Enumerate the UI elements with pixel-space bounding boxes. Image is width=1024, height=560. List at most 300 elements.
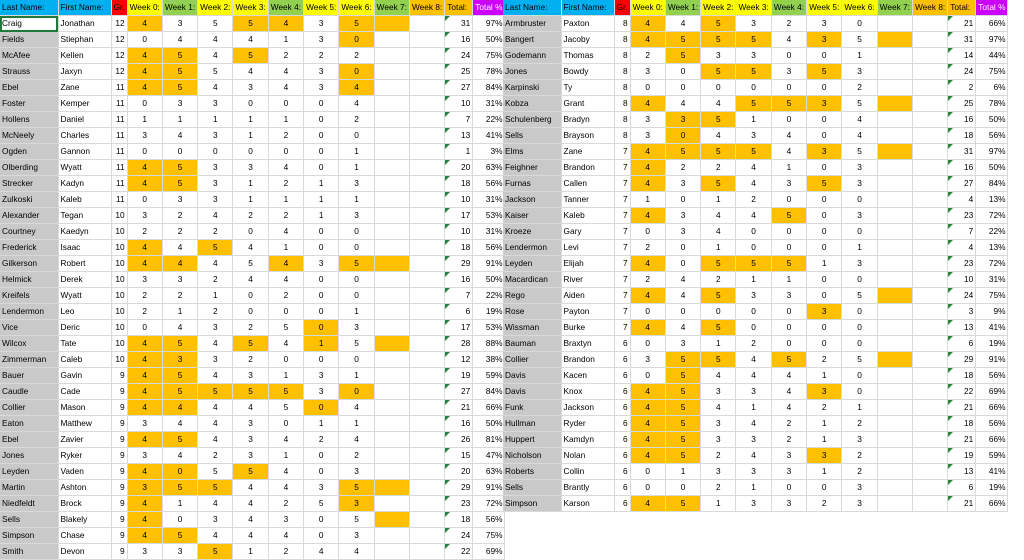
first-name-cell[interactable]: Tegan [58, 208, 111, 224]
total-cell[interactable]: 3 [948, 304, 976, 320]
grade-cell[interactable]: 10 [111, 288, 127, 304]
total-cell[interactable]: 17 [445, 208, 473, 224]
first-name-cell[interactable]: Brock [58, 496, 111, 512]
week-7-cell[interactable] [877, 48, 912, 64]
total-percent-cell[interactable]: 13% [976, 192, 1008, 208]
week-8-cell[interactable] [409, 208, 444, 224]
grade-cell[interactable]: 12 [111, 16, 127, 32]
first-name-cell[interactable]: Ty [561, 80, 614, 96]
total-cell[interactable]: 2 [948, 80, 976, 96]
week-4-cell[interactable]: 5 [771, 96, 806, 112]
week-8-cell[interactable] [409, 160, 444, 176]
week-4-cell[interactable]: 0 [771, 112, 806, 128]
week-5-cell[interactable]: 0 [807, 160, 842, 176]
week-2-cell[interactable]: 3 [198, 128, 233, 144]
first-name-cell[interactable]: Mason [58, 400, 111, 416]
total-cell[interactable]: 21 [948, 400, 976, 416]
week-4-cell[interactable]: 2 [268, 128, 303, 144]
total-percent-cell[interactable]: 22% [976, 224, 1008, 240]
first-name-cell[interactable]: Brantly [561, 480, 614, 496]
week-1-cell[interactable]: 5 [665, 144, 700, 160]
total-cell[interactable]: 6 [948, 336, 976, 352]
first-name-cell[interactable]: Daniel [58, 112, 111, 128]
first-name-cell[interactable]: Grant [561, 96, 614, 112]
grade-cell[interactable]: 8 [614, 96, 630, 112]
week-8-cell[interactable] [912, 96, 947, 112]
week-0-cell[interactable]: 3 [127, 480, 162, 496]
total-percent-cell[interactable]: 75% [473, 48, 505, 64]
week-8-cell[interactable] [409, 480, 444, 496]
first-name-cell[interactable]: Charles [58, 128, 111, 144]
week-1-cell[interactable]: 3 [665, 208, 700, 224]
week-2-cell[interactable]: 0 [198, 144, 233, 160]
week-8-cell[interactable] [409, 112, 444, 128]
week-1-cell[interactable]: 2 [162, 224, 197, 240]
week-1-cell[interactable]: 5 [665, 368, 700, 384]
total-cell[interactable]: 16 [948, 160, 976, 176]
week-6-cell[interactable]: 1 [842, 240, 877, 256]
week-8-cell[interactable] [912, 320, 947, 336]
week-2-cell[interactable]: 5 [701, 32, 736, 48]
week-8-cell[interactable] [912, 240, 947, 256]
grade-cell[interactable]: 11 [111, 128, 127, 144]
week-8-cell[interactable] [912, 64, 947, 80]
total-percent-cell[interactable]: 44% [976, 48, 1008, 64]
week-2-cell[interactable]: 4 [701, 208, 736, 224]
week-7-cell[interactable] [374, 320, 409, 336]
week-2-cell[interactable]: 2 [198, 304, 233, 320]
total-cell[interactable]: 6 [948, 480, 976, 496]
last-name-cell[interactable]: Frederick [0, 240, 58, 256]
grade-cell[interactable]: 10 [111, 352, 127, 368]
total-percent-cell[interactable]: 56% [473, 176, 505, 192]
header-first-name[interactable]: First Name: [58, 0, 111, 16]
total-cell[interactable]: 15 [445, 448, 473, 464]
first-name-cell[interactable]: Jonathan [58, 16, 111, 32]
week-6-cell[interactable]: 0 [842, 320, 877, 336]
week-5-cell[interactable]: 0 [304, 160, 339, 176]
week-5-cell[interactable]: 0 [304, 464, 339, 480]
week-4-cell[interactable]: 5 [771, 256, 806, 272]
week-6-cell[interactable]: 3 [339, 208, 374, 224]
header-total[interactable]: Total: [445, 0, 473, 16]
week-5-cell[interactable]: 0 [304, 128, 339, 144]
week-3-cell[interactable]: 4 [233, 272, 268, 288]
last-name-cell[interactable]: Lendermon [503, 240, 561, 256]
week-5-cell[interactable]: 2 [304, 48, 339, 64]
total-percent-cell[interactable]: 63% [473, 464, 505, 480]
week-6-cell[interactable]: 5 [842, 96, 877, 112]
week-0-cell[interactable]: 3 [127, 128, 162, 144]
total-percent-cell[interactable]: 81% [473, 432, 505, 448]
last-name-cell[interactable]: Courtney [0, 224, 58, 240]
total-cell[interactable]: 27 [948, 176, 976, 192]
week-4-cell[interactable]: 2 [268, 176, 303, 192]
last-name-cell[interactable]: Zulkoski [0, 192, 58, 208]
week-2-cell[interactable]: 0 [701, 80, 736, 96]
week-1-cell[interactable]: 0 [665, 480, 700, 496]
last-name-cell[interactable]: Karpinski [503, 80, 561, 96]
week-7-cell[interactable] [374, 400, 409, 416]
total-cell[interactable]: 25 [948, 96, 976, 112]
week-3-cell[interactable]: 0 [736, 320, 771, 336]
week-6-cell[interactable]: 0 [842, 304, 877, 320]
last-name-cell[interactable]: Godemann [503, 48, 561, 64]
header-week-2[interactable]: Week 2: [198, 0, 233, 16]
total-cell[interactable]: 1 [445, 144, 473, 160]
week-7-cell[interactable] [877, 176, 912, 192]
week-3-cell[interactable]: 0 [736, 304, 771, 320]
total-percent-cell[interactable]: 47% [473, 448, 505, 464]
week-1-cell[interactable]: 4 [162, 416, 197, 432]
first-name-cell[interactable]: Ryker [58, 448, 111, 464]
last-name-cell[interactable]: Wissman [503, 320, 561, 336]
total-percent-cell[interactable]: 91% [473, 256, 505, 272]
week-6-cell[interactable]: 1 [339, 192, 374, 208]
total-cell[interactable]: 29 [948, 352, 976, 368]
first-name-cell[interactable]: Karson [561, 496, 614, 512]
week-2-cell[interactable]: 2 [701, 480, 736, 496]
total-cell[interactable]: 31 [948, 144, 976, 160]
total-cell[interactable]: 18 [948, 416, 976, 432]
week-4-cell[interactable]: 2 [268, 288, 303, 304]
first-name-cell[interactable]: Kellen [58, 48, 111, 64]
week-6-cell[interactable]: 0 [339, 224, 374, 240]
week-2-cell[interactable]: 5 [198, 544, 233, 560]
first-name-cell[interactable]: Burke [561, 320, 614, 336]
week-7-cell[interactable] [374, 256, 409, 272]
total-percent-cell[interactable]: 66% [473, 400, 505, 416]
week-3-cell[interactable]: 3 [736, 384, 771, 400]
total-cell[interactable]: 26 [445, 432, 473, 448]
last-name-cell[interactable]: Martin [0, 480, 58, 496]
week-5-cell[interactable]: 0 [304, 528, 339, 544]
week-1-cell[interactable]: 5 [665, 384, 700, 400]
grade-cell[interactable]: 6 [614, 496, 630, 512]
header-last-name[interactable]: Last Name: [503, 0, 561, 16]
total-cell[interactable]: 12 [445, 352, 473, 368]
week-1-cell[interactable]: 5 [665, 416, 700, 432]
total-percent-cell[interactable]: 56% [976, 128, 1008, 144]
week-6-cell[interactable]: 5 [842, 288, 877, 304]
week-6-cell[interactable]: 2 [842, 448, 877, 464]
week-3-cell[interactable]: 0 [233, 288, 268, 304]
week-8-cell[interactable] [409, 32, 444, 48]
week-2-cell[interactable]: 3 [701, 416, 736, 432]
week-1-cell[interactable]: 3 [162, 16, 197, 32]
grade-cell[interactable]: 6 [614, 448, 630, 464]
week-7-cell[interactable] [374, 544, 409, 560]
week-6-cell[interactable]: 5 [339, 512, 374, 528]
week-5-cell[interactable]: 0 [304, 304, 339, 320]
first-name-cell[interactable]: Matthew [58, 416, 111, 432]
week-0-cell[interactable]: 0 [127, 192, 162, 208]
first-name-cell[interactable]: Knox [561, 384, 614, 400]
grade-cell[interactable]: 12 [111, 48, 127, 64]
week-8-cell[interactable] [409, 544, 444, 560]
week-8-cell[interactable] [912, 160, 947, 176]
grade-cell[interactable]: 11 [111, 80, 127, 96]
week-4-cell[interactable]: 0 [771, 480, 806, 496]
grade-cell[interactable]: 11 [111, 176, 127, 192]
week-8-cell[interactable] [912, 144, 947, 160]
week-4-cell[interactable]: 4 [268, 16, 303, 32]
week-5-cell[interactable]: 3 [807, 32, 842, 48]
week-5-cell[interactable]: 1 [807, 416, 842, 432]
week-8-cell[interactable] [409, 368, 444, 384]
week-2-cell[interactable]: 2 [701, 160, 736, 176]
week-0-cell[interactable]: 2 [630, 48, 665, 64]
week-4-cell[interactable]: 3 [771, 464, 806, 480]
last-name-cell[interactable]: Ebel [0, 80, 58, 96]
week-8-cell[interactable] [409, 176, 444, 192]
week-1-cell[interactable]: 5 [162, 528, 197, 544]
week-4-cell[interactable]: 4 [268, 256, 303, 272]
week-3-cell[interactable]: 5 [233, 464, 268, 480]
week-3-cell[interactable]: 1 [736, 112, 771, 128]
week-3-cell[interactable]: 4 [233, 496, 268, 512]
week-8-cell[interactable] [409, 416, 444, 432]
week-0-cell[interactable]: 4 [127, 528, 162, 544]
week-5-cell[interactable]: 0 [807, 48, 842, 64]
last-name-cell[interactable]: Kroeze [503, 224, 561, 240]
week-1-cell[interactable]: 0 [162, 144, 197, 160]
week-6-cell[interactable]: 3 [339, 320, 374, 336]
week-0-cell[interactable]: 0 [127, 144, 162, 160]
week-0-cell[interactable]: 4 [127, 464, 162, 480]
week-6-cell[interactable]: 5 [842, 32, 877, 48]
week-1-cell[interactable]: 3 [162, 192, 197, 208]
week-8-cell[interactable] [409, 512, 444, 528]
grade-cell[interactable]: 12 [111, 64, 127, 80]
week-3-cell[interactable]: 4 [736, 352, 771, 368]
grade-cell[interactable]: 6 [614, 384, 630, 400]
week-5-cell[interactable]: 0 [304, 320, 339, 336]
week-7-cell[interactable] [877, 416, 912, 432]
week-6-cell[interactable]: 3 [842, 256, 877, 272]
week-7-cell[interactable] [877, 336, 912, 352]
week-6-cell[interactable]: 0 [339, 64, 374, 80]
week-6-cell[interactable]: 1 [339, 304, 374, 320]
week-3-cell[interactable]: 5 [233, 336, 268, 352]
week-6-cell[interactable]: 0 [339, 128, 374, 144]
week-4-cell[interactable]: 4 [771, 144, 806, 160]
week-0-cell[interactable]: 4 [630, 320, 665, 336]
week-4-cell[interactable]: 2 [268, 544, 303, 560]
total-cell[interactable]: 19 [948, 448, 976, 464]
week-5-cell[interactable]: 0 [807, 336, 842, 352]
week-0-cell[interactable]: 3 [630, 128, 665, 144]
week-5-cell[interactable]: 1 [304, 208, 339, 224]
first-name-cell[interactable]: Gavin [58, 368, 111, 384]
week-7-cell[interactable] [877, 288, 912, 304]
total-cell[interactable]: 13 [948, 320, 976, 336]
week-7-cell[interactable] [374, 96, 409, 112]
week-5-cell[interactable]: 1 [304, 176, 339, 192]
week-0-cell[interactable]: 0 [630, 480, 665, 496]
total-percent-cell[interactable]: 66% [976, 432, 1008, 448]
total-percent-cell[interactable]: 75% [473, 528, 505, 544]
grade-cell[interactable]: 9 [111, 464, 127, 480]
week-1-cell[interactable]: 3 [665, 224, 700, 240]
total-percent-cell[interactable]: 66% [976, 400, 1008, 416]
week-8-cell[interactable] [409, 384, 444, 400]
week-6-cell[interactable]: 3 [842, 496, 877, 512]
week-7-cell[interactable] [877, 352, 912, 368]
last-name-cell[interactable]: Armbruster [503, 16, 561, 32]
total-cell[interactable]: 13 [948, 464, 976, 480]
week-6-cell[interactable]: 5 [842, 352, 877, 368]
last-name-cell[interactable]: Jones [0, 448, 58, 464]
week-6-cell[interactable]: 3 [339, 528, 374, 544]
week-8-cell[interactable] [912, 336, 947, 352]
week-6-cell[interactable]: 1 [842, 48, 877, 64]
total-percent-cell[interactable]: 78% [976, 96, 1008, 112]
week-4-cell[interactable]: 0 [771, 80, 806, 96]
week-1-cell[interactable]: 5 [162, 480, 197, 496]
week-1-cell[interactable]: 5 [162, 384, 197, 400]
week-8-cell[interactable] [912, 464, 947, 480]
week-7-cell[interactable] [374, 144, 409, 160]
total-cell[interactable]: 10 [948, 272, 976, 288]
week-0-cell[interactable]: 3 [127, 208, 162, 224]
week-3-cell[interactable]: 1 [233, 192, 268, 208]
week-6-cell[interactable]: 0 [339, 32, 374, 48]
week-0-cell[interactable]: 4 [630, 208, 665, 224]
header-week-4[interactable]: Week 4: [771, 0, 806, 16]
total-cell[interactable]: 10 [445, 192, 473, 208]
week-1-cell[interactable]: 4 [665, 16, 700, 32]
week-3-cell[interactable]: 0 [233, 304, 268, 320]
grade-cell[interactable]: 9 [111, 400, 127, 416]
week-6-cell[interactable]: 3 [339, 464, 374, 480]
header-week-1[interactable]: Week 1: [162, 0, 197, 16]
week-1-cell[interactable]: 1 [162, 304, 197, 320]
total-cell[interactable]: 21 [948, 496, 976, 512]
header-week-7[interactable]: Week 7: [374, 0, 409, 16]
total-cell[interactable]: 18 [948, 128, 976, 144]
week-4-cell[interactable]: 0 [268, 304, 303, 320]
week-4-cell[interactable]: 1 [268, 240, 303, 256]
week-3-cell[interactable]: 1 [736, 272, 771, 288]
grade-cell[interactable]: 9 [111, 496, 127, 512]
grade-cell[interactable]: 6 [614, 368, 630, 384]
week-3-cell[interactable]: 3 [736, 464, 771, 480]
week-1-cell[interactable]: 4 [162, 240, 197, 256]
week-8-cell[interactable] [912, 256, 947, 272]
week-0-cell[interactable]: 3 [630, 112, 665, 128]
week-4-cell[interactable]: 3 [771, 496, 806, 512]
first-name-cell[interactable]: Wyatt [58, 288, 111, 304]
week-0-cell[interactable]: 4 [127, 352, 162, 368]
week-7-cell[interactable] [877, 16, 912, 32]
week-4-cell[interactable]: 4 [268, 480, 303, 496]
week-8-cell[interactable] [912, 112, 947, 128]
week-4-cell[interactable]: 2 [268, 496, 303, 512]
week-7-cell[interactable] [374, 352, 409, 368]
total-cell[interactable]: 23 [948, 208, 976, 224]
week-6-cell[interactable]: 1 [842, 400, 877, 416]
week-2-cell[interactable]: 5 [701, 112, 736, 128]
week-5-cell[interactable]: 0 [304, 96, 339, 112]
week-4-cell[interactable]: 0 [771, 304, 806, 320]
week-4-cell[interactable]: 5 [771, 352, 806, 368]
total-percent-cell[interactable]: 53% [473, 320, 505, 336]
week-5-cell[interactable]: 2 [807, 496, 842, 512]
week-4-cell[interactable]: 1 [268, 368, 303, 384]
week-2-cell[interactable]: 3 [198, 160, 233, 176]
week-1-cell[interactable]: 5 [665, 32, 700, 48]
week-4-cell[interactable]: 0 [268, 352, 303, 368]
total-cell[interactable]: 23 [445, 496, 473, 512]
week-2-cell[interactable]: 4 [701, 368, 736, 384]
last-name-cell[interactable]: Caudle [0, 384, 58, 400]
week-7-cell[interactable] [877, 272, 912, 288]
week-0-cell[interactable]: 4 [630, 400, 665, 416]
week-4-cell[interactable]: 4 [771, 32, 806, 48]
week-3-cell[interactable]: 4 [736, 368, 771, 384]
total-percent-cell[interactable]: 56% [473, 512, 505, 528]
grade-cell[interactable]: 7 [614, 176, 630, 192]
week-3-cell[interactable]: 3 [736, 128, 771, 144]
last-name-cell[interactable]: Sells [503, 128, 561, 144]
grade-cell[interactable]: 8 [614, 16, 630, 32]
total-cell[interactable]: 27 [445, 384, 473, 400]
header-total[interactable]: Total: [948, 0, 976, 16]
first-name-cell[interactable]: Bradyn [561, 112, 614, 128]
grade-cell[interactable]: 9 [111, 544, 127, 560]
week-0-cell[interactable]: 4 [630, 96, 665, 112]
week-8-cell[interactable] [409, 16, 444, 32]
last-name-cell[interactable]: Bangert [503, 32, 561, 48]
total-cell[interactable]: 10 [445, 224, 473, 240]
week-4-cell[interactable]: 0 [268, 144, 303, 160]
week-0-cell[interactable]: 0 [127, 320, 162, 336]
week-1-cell[interactable]: 5 [162, 160, 197, 176]
week-5-cell[interactable]: 0 [807, 288, 842, 304]
total-cell[interactable]: 24 [445, 528, 473, 544]
total-cell[interactable]: 29 [445, 480, 473, 496]
grade-cell[interactable]: 7 [614, 240, 630, 256]
week-6-cell[interactable]: 2 [339, 448, 374, 464]
week-4-cell[interactable]: 1 [268, 112, 303, 128]
week-3-cell[interactable]: 1 [736, 480, 771, 496]
week-7-cell[interactable] [374, 224, 409, 240]
week-8-cell[interactable] [409, 80, 444, 96]
week-5-cell[interactable]: 0 [304, 224, 339, 240]
header-week-8[interactable]: Week 8: [409, 0, 444, 16]
grade-cell[interactable]: 10 [111, 240, 127, 256]
last-name-cell[interactable]: Kobza [503, 96, 561, 112]
week-6-cell[interactable]: 5 [339, 480, 374, 496]
week-4-cell[interactable]: 4 [268, 64, 303, 80]
week-4-cell[interactable]: 1 [268, 448, 303, 464]
week-6-cell[interactable]: 3 [842, 480, 877, 496]
week-3-cell[interactable]: 3 [233, 368, 268, 384]
header-week-0[interactable]: Week 0: [127, 0, 162, 16]
week-3-cell[interactable]: 0 [736, 240, 771, 256]
grade-cell[interactable]: 7 [614, 272, 630, 288]
week-3-cell[interactable]: 1 [233, 176, 268, 192]
week-2-cell[interactable]: 5 [701, 16, 736, 32]
total-cell[interactable]: 22 [948, 384, 976, 400]
grade-cell[interactable]: 7 [614, 256, 630, 272]
total-cell[interactable]: 21 [948, 432, 976, 448]
grade-cell[interactable]: 10 [111, 272, 127, 288]
week-0-cell[interactable]: 0 [630, 336, 665, 352]
week-8-cell[interactable] [409, 336, 444, 352]
week-2-cell[interactable]: 4 [198, 432, 233, 448]
